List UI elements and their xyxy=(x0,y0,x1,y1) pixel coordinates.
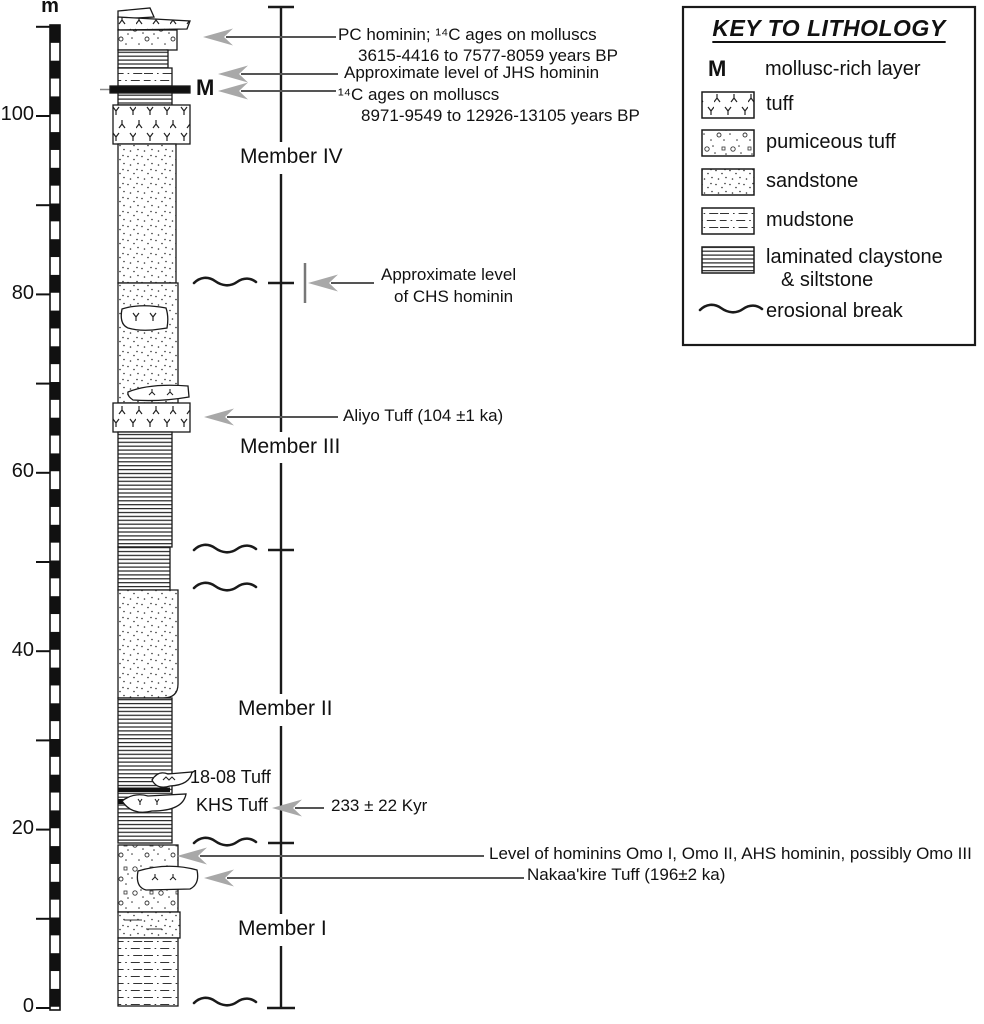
scale-label-60: 60 xyxy=(11,460,34,482)
layer-laminated-1 xyxy=(118,50,168,68)
scale-unit-label: m xyxy=(41,0,59,17)
key-label-pumiceous-tuff: pumiceous tuff xyxy=(766,131,896,153)
key-label-tuff: tuff xyxy=(766,93,794,115)
key-label-sandstone: sandstone xyxy=(766,170,859,192)
nakaakire-tuff-label: Nakaa'kire Tuff (196±2 ka) xyxy=(527,865,726,884)
dark-band-1 xyxy=(118,788,170,793)
layer-tuff-top xyxy=(118,17,190,30)
layer-sandstone-4 xyxy=(118,912,180,938)
key-m-symbol: M xyxy=(708,56,727,81)
c14-molluscs-label-line2: 8971-9549 to 12926-13105 years BP xyxy=(361,106,640,125)
layer-laminated-2 xyxy=(118,93,172,105)
tuff-lens-18-08 xyxy=(152,772,192,787)
layer-mudstone-1 xyxy=(118,68,172,86)
scale-label-20: 20 xyxy=(11,817,34,839)
key-swatch-pumiceous-tuff xyxy=(702,130,754,156)
scale-bar xyxy=(36,25,60,1010)
scale-label-0: 0 xyxy=(22,995,34,1017)
pc-hominin-label-line1: PC hominin; ¹⁴C ages on molluscs xyxy=(338,25,597,44)
layer-sandstone-1 xyxy=(118,144,176,283)
key-swatch-tuff xyxy=(702,92,754,118)
c14-molluscs-label-line1: ¹⁴C ages on molluscs xyxy=(338,85,500,104)
tuff-lens-khs xyxy=(122,794,186,812)
scale-label-40: 40 xyxy=(11,639,34,661)
layer-laminated-3 xyxy=(118,432,172,547)
layer-sandstone-3 xyxy=(118,590,178,698)
key-label-mollusc: mollusc-rich layer xyxy=(765,58,921,80)
layer-mollusc-rich xyxy=(110,86,190,93)
key-title: KEY TO LITHOLOGY xyxy=(712,15,946,41)
layer-aliyo-tuff xyxy=(113,403,190,432)
scale-ticks xyxy=(36,27,50,1008)
key-label-laminated-line1: laminated claystone xyxy=(766,246,943,268)
member-ii-label: Member II xyxy=(238,697,333,720)
layer-mudstone-2 xyxy=(118,938,178,1006)
key-label-laminated-line2: & siltstone xyxy=(781,269,874,291)
key-swatch-mudstone xyxy=(702,208,754,234)
key-swatch-sandstone xyxy=(702,169,754,195)
omo-hominins-level-label: Level of hominins Omo I, Omo II, AHS hominin, possibly Omo III xyxy=(489,844,972,863)
layer-laminated-4 xyxy=(118,547,170,590)
pc-hominin-label-line2: 3615-4416 to 7577-8059 years BP xyxy=(358,46,618,65)
scale-label-100: 100 xyxy=(0,103,34,125)
member-i-label: Member I xyxy=(238,917,327,940)
tuff-18-08-label: 18-08 Tuff xyxy=(190,767,271,787)
khs-age-label: 233 ± 22 Kyr xyxy=(331,796,428,815)
jhs-hominin-label: Approximate level of JHS hominin xyxy=(344,63,600,82)
khs-tuff-label: KHS Tuff xyxy=(196,795,268,815)
key-label-erosional-break: erosional break xyxy=(766,300,903,322)
key-label-mudstone: mudstone xyxy=(766,209,854,231)
chs-hominin-label-line2: of CHS hominin xyxy=(394,287,514,306)
scale-label-80: 80 xyxy=(11,282,34,304)
key-swatch-laminated xyxy=(702,247,754,273)
member-iii-label: Member III xyxy=(240,435,341,458)
erosional-breaks xyxy=(194,278,256,1005)
tuff-lens-nakaakire xyxy=(137,866,197,890)
member-iv-label: Member IV xyxy=(240,145,343,168)
layer-laminated-5 xyxy=(118,698,172,843)
aliyo-tuff-label: Aliyo Tuff (104 ±1 ka) xyxy=(343,406,504,425)
chs-hominin-label-line1: Approximate level xyxy=(381,265,517,284)
tuff-lens-upper xyxy=(121,306,168,331)
layer-pumiceous-tuff-top xyxy=(118,30,177,50)
layer-tuff-member4 xyxy=(113,105,190,144)
mollusc-layer-m-marker: M xyxy=(196,75,215,100)
